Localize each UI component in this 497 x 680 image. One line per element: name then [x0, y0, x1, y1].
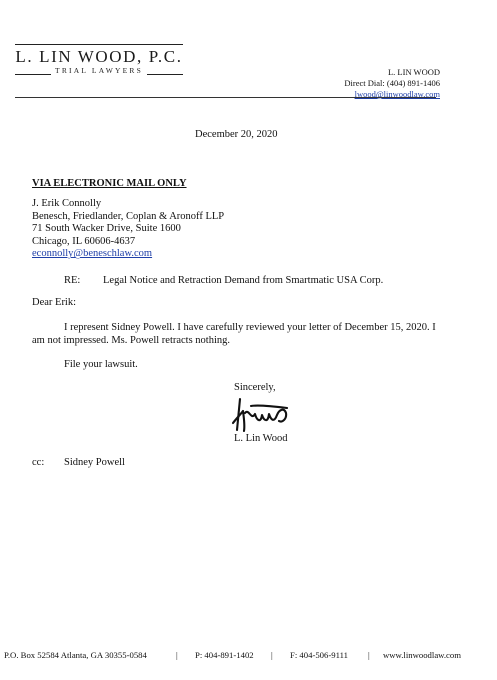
firm-subtitle-text: TRIAL LAWYERS [51, 66, 147, 75]
recipient-street: 71 South Wacker Drive, Suite 1600 [32, 223, 181, 235]
recipient-name: J. Erik Connolly [32, 198, 102, 209]
salutation: Dear Erik: [32, 297, 77, 308]
delivery-method: VIA ELECTRONIC MAIL ONLY [32, 178, 187, 189]
signer-name: L. Lin Wood [234, 433, 288, 444]
attorney-contact-block [300, 67, 440, 100]
re-subject: Legal Notice and Retraction Demand from Smartmatic USA Corp. [103, 275, 384, 286]
footer-fax: F: 404-506-9111 [290, 650, 348, 660]
recipient-email-link[interactable]: econnolly@beneschlaw.com [32, 248, 153, 260]
recipient-address [32, 198, 224, 261]
attorney-email-link[interactable]: lwood@linwoodlaw.com [354, 89, 440, 99]
footer-separator: | [368, 650, 370, 660]
handwritten-signature [231, 397, 293, 433]
recipient-firm: Benesch, Friedlander, Coplan & Aronoff LLP [32, 210, 225, 222]
footer-phone: P: 404-891-1402 [195, 650, 254, 660]
cc-label: cc: [32, 457, 45, 468]
footer-separator: | [176, 650, 178, 660]
firm-logo [15, 44, 183, 80]
body-paragraph-1-line-2: am not impressed. Ms. Powell retracts nothing. [32, 335, 231, 346]
direct-dial: Direct Dial: (404) 891-1406 [344, 78, 440, 88]
footer-address: P.O. Box 52584 Atlanta, GA 30355-0584 [4, 650, 147, 660]
letter-date: December 20, 2020 [195, 129, 278, 140]
firm-name: L. LIN WOOD, P.C. [15, 47, 183, 66]
cc-name: Sidney Powell [64, 457, 125, 468]
footer-website-link[interactable]: www.linwoodlaw.com [383, 650, 462, 660]
closing: Sincerely, [234, 382, 276, 393]
body-paragraph-2: File your lawsuit. [64, 359, 138, 370]
header-divider [15, 97, 436, 98]
attorney-name: L. LIN WOOD [387, 67, 440, 77]
recipient-city: Chicago, IL 60606-4637 [32, 235, 136, 247]
firm-subtitle [15, 66, 183, 75]
footer-separator: | [271, 650, 273, 660]
logo-top-rule [15, 44, 183, 45]
body-paragraph-1-line-1: I represent Sidney Powell. I have carefully reviewed your letter of December 15, 2020. I [64, 322, 436, 333]
re-label: RE: [64, 275, 81, 286]
